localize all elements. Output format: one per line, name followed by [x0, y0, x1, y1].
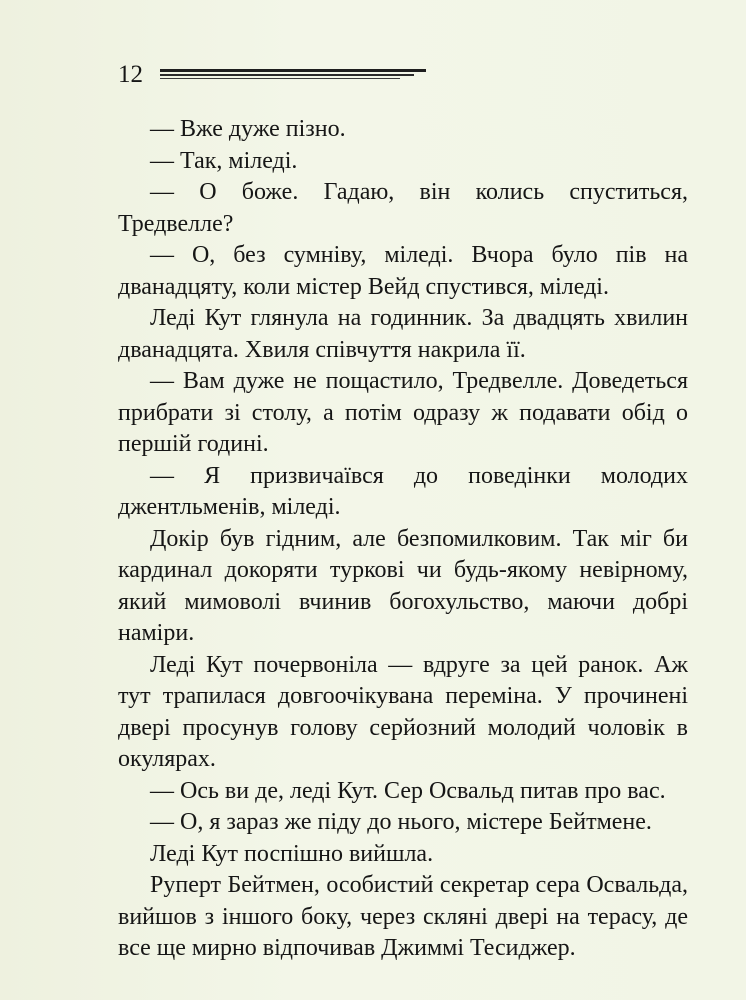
paragraph: Руперт Бейтмен, особистий секретар сера Освальда, вийшов з іншого боку, через скляні двері на терасу, де все ще мирно відпочивав Джиммі Тесиджер.: [118, 872, 688, 961]
page-header: [118, 60, 428, 90]
paragraph: — О, я зараз же піду до нього, містере Бейтмене.: [150, 809, 652, 835]
body-text: [118, 114, 688, 965]
paragraph: — О боже. Гадаю, він колись спуститься, Тредвелле?: [118, 179, 688, 237]
paragraph: Докір був гідним, але безпомилковим. Так міг би кардинал докоряти туркові чи будь-якому невірному, який мимоволі вчинив богохульство, маючи добрі наміри.: [118, 525, 688, 646]
paragraph: — Я призвичаївся до поведінки молодих джентльменів, міледі.: [118, 462, 688, 520]
header-rule: [160, 69, 426, 81]
page-number: 12: [118, 61, 143, 88]
paragraph: — Вам дуже не пощастило, Тредвелле. Доведеться прибрати зі столу, а потім одразу ж подавати обід о першій годині.: [118, 368, 688, 457]
paragraph: Леді Кут почервоніла — вдруге за цей ранок. Аж тут трапилася довгоочікувана переміна. У прочинені двері просунув голову серйозний молодий чоловік в окулярах.: [118, 651, 688, 772]
paragraph: — Вже дуже пізно.: [150, 116, 346, 142]
paragraph: — Ось ви де, леді Кут. Сер Освальд питав про вас.: [150, 777, 666, 804]
paragraph: — О, без сумніву, міледі. Вчора було пів на дванадцяту, коли містер Вейд спустився, міледі.: [118, 242, 688, 300]
paragraph: — Так, міледі.: [150, 147, 298, 174]
paragraph: Леді Кут глянула на годинник. За двадцять хвилин дванадцята. Хвиля співчуття накрила її.: [118, 305, 688, 363]
paragraph: Леді Кут поспішно вийшла.: [150, 840, 434, 867]
